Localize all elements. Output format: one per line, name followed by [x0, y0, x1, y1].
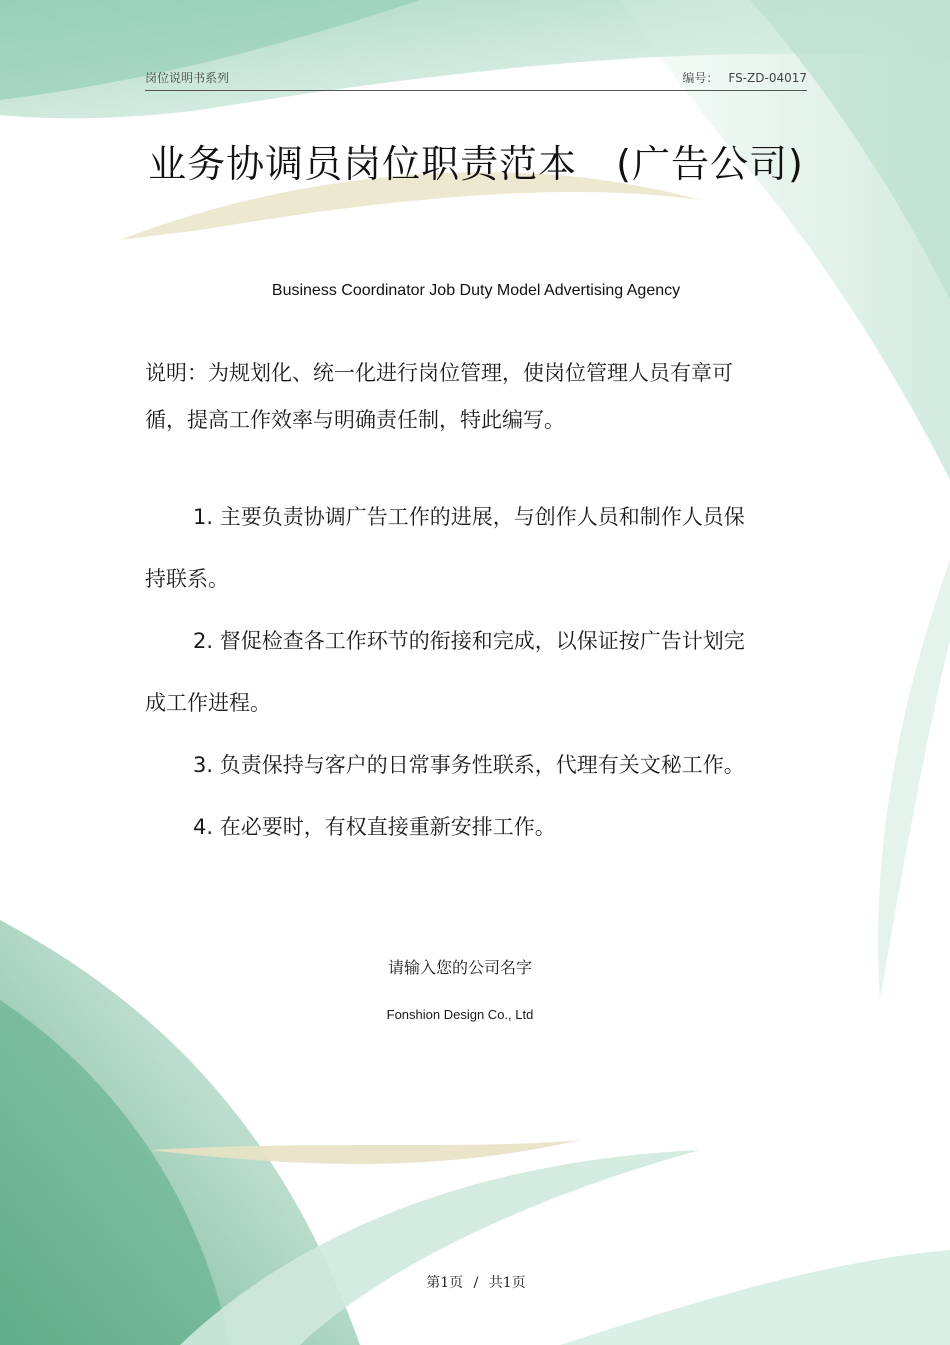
duty-item: 4. 在必要时，有权直接重新安排工作。 [193, 815, 556, 839]
header-code: FS-ZD-04017 [728, 71, 807, 85]
page-header [145, 68, 807, 91]
header-code-block [682, 69, 807, 86]
page-total: 共1页 [488, 1275, 526, 1291]
duty-item: 3. 负责保持与客户的日常事务性联系，代理有关文秘工作。 [193, 753, 745, 777]
company-name-english: Fonshion Design Co., Ltd [386, 1007, 534, 1022]
duty-item: 1. 主要负责协调广告工作的进展，与创作人员和制作人员保持联系。 [145, 505, 745, 591]
company-name-placeholder: 请输入您的公司名字 [387, 958, 532, 977]
page-separator: / [473, 1275, 479, 1291]
header-series: 岗位说明书系列 [145, 71, 230, 85]
document-title: 业务协调员岗位职责范本 (广告公司) [148, 142, 804, 186]
page-number [145, 1272, 807, 1292]
intro-paragraph: 说明：为规划化、统一化进行岗位管理，使岗位管理人员有章可循，提高工作效率与明确责任制，特此编写。 [145, 361, 733, 432]
header-code-label: 编号： [682, 71, 719, 85]
duty-list [145, 486, 749, 858]
page-current: 第1页 [426, 1275, 464, 1291]
duty-item: 2. 督促检查各工作环节的衔接和完成，以保证按广告计划完成工作进程。 [145, 629, 745, 715]
document-subtitle: Business Coordinator Job Duty Model Advertising Agency [271, 282, 681, 299]
